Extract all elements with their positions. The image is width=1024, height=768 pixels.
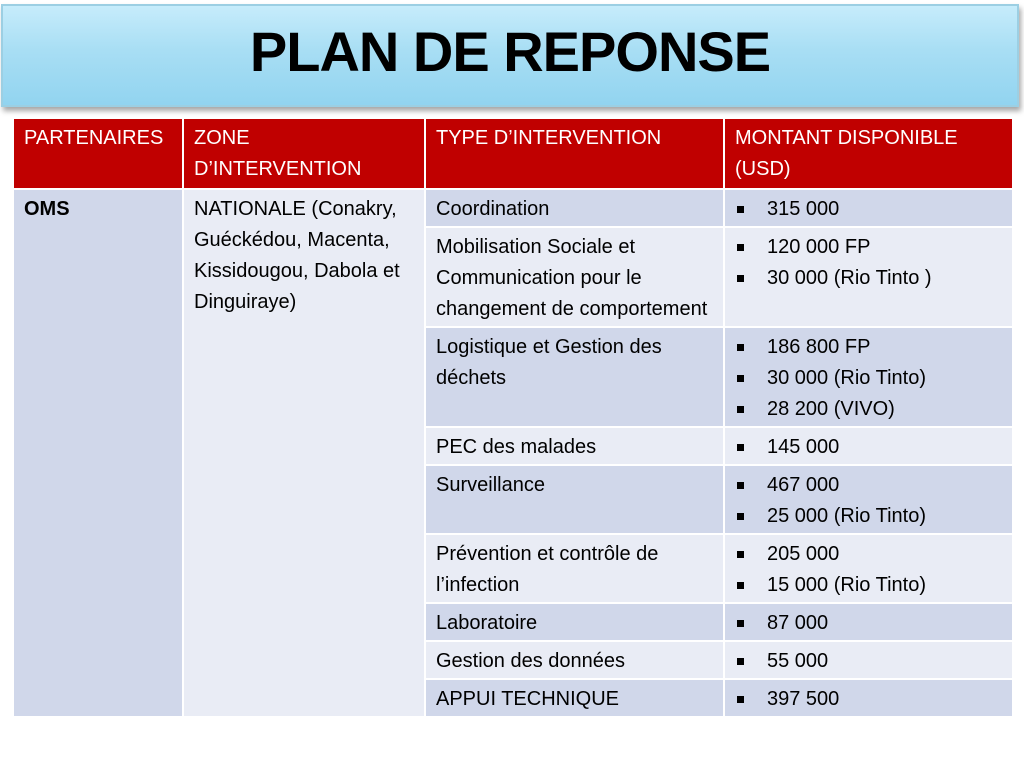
type-cell: PEC des malades: [425, 427, 724, 465]
amount-cell: [724, 534, 1013, 603]
type-cell: Logistique et Gestion des déchets: [425, 327, 724, 427]
amount-cell: [724, 679, 1013, 717]
type-cell: Surveillance: [425, 465, 724, 534]
amount-item: 186 800 FP: [735, 332, 1002, 363]
slide-title: PLAN DE REPONSE: [249, 19, 771, 83]
amount-cell: [724, 327, 1013, 427]
amount-item: 15 000 (Rio Tinto): [735, 570, 1002, 601]
amount-cell: [724, 465, 1013, 534]
response-plan-table: [12, 117, 1014, 718]
amount-cell: [724, 227, 1013, 327]
type-cell: Prévention et contrôle de l’infection: [425, 534, 724, 603]
amount-item: 397 500: [735, 684, 1002, 715]
amount-item: 87 000: [735, 608, 1002, 639]
amount-item: 30 000 (Rio Tinto): [735, 363, 1002, 394]
amount-cell: [724, 427, 1013, 465]
amount-item: 315 000: [735, 194, 1002, 225]
amount-cell: [724, 603, 1013, 641]
zone-cell: NATIONALE (Conakry, Guéckédou, Macenta, Kissidougou, Dabola et Dinguiraye): [183, 189, 425, 717]
amount-item: 120 000 FP: [735, 232, 1002, 263]
type-cell: Mobilisation Sociale et Communication pour le changement de comportement: [425, 227, 724, 327]
type-cell: Laboratoire: [425, 603, 724, 641]
amount-item: 145 000: [735, 432, 1002, 463]
amount-item: 28 200 (VIVO): [735, 394, 1002, 425]
amount-item: 25 000 (Rio Tinto): [735, 501, 1002, 532]
amount-item: 205 000: [735, 539, 1002, 570]
table-body: [13, 189, 1013, 717]
type-cell: Gestion des données: [425, 641, 724, 679]
header-montant: MONTANT DISPONIBLE (USD): [724, 118, 1013, 189]
amount-cell: [724, 641, 1013, 679]
amount-item: 467 000: [735, 470, 1002, 501]
title-banner: [1, 4, 1019, 107]
amount-item: 30 000 (Rio Tinto ): [735, 263, 1002, 294]
partner-cell: OMS: [13, 189, 183, 717]
type-cell: Coordination: [425, 189, 724, 227]
header-type: TYPE D’INTERVENTION: [425, 118, 724, 189]
header-partenaires: PARTENAIRES: [13, 118, 183, 189]
type-cell: APPUI TECHNIQUE: [425, 679, 724, 717]
table-row: [13, 189, 1013, 227]
header-zone: ZONE D’INTERVENTION: [183, 118, 425, 189]
amount-cell: [724, 189, 1013, 227]
amount-item: 55 000: [735, 646, 1002, 677]
table-header-row: [13, 118, 1013, 189]
